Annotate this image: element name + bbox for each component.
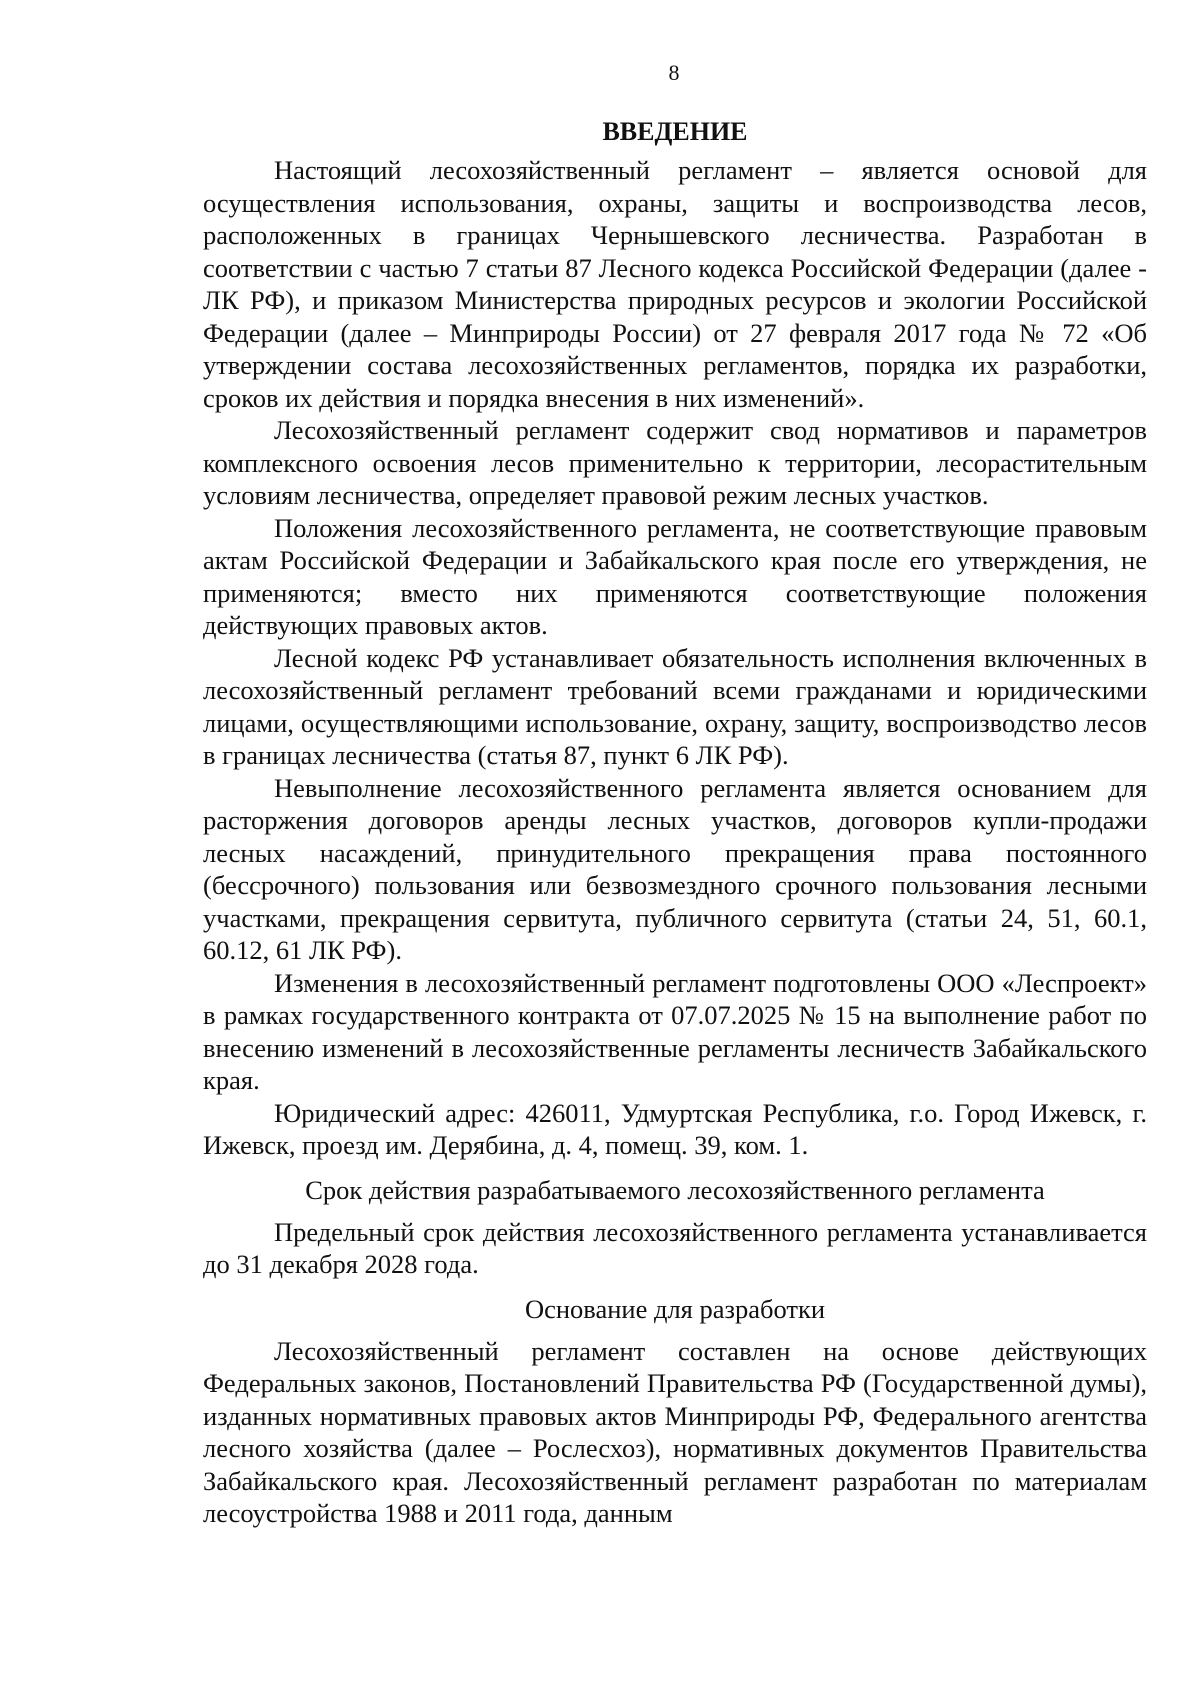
paragraph-intro-3: Положения лесохозяйственного регламента, не соответствующие правовым актам Российской Федерации и Забайкальского края после его утверждения, не применяются; вместо них применяются соответствующие положения действующих правовых актов. <box>203 512 1147 640</box>
page-title: ВВЕДЕНИЕ <box>602 117 748 146</box>
paragraph-intro-6: Изменения в лесохозяйственный регламент подготовлены ООО «Леспроект» в рамках государственного контракта от 07.07.2025 № 15 на выполнение работ по внесению изменений в лесохозяйственные регламенты лесничеств Забайкальского края. <box>203 967 1147 1095</box>
paragraph-term: Предельный срок действия лесохозяйственного регламента устанавливается до 31 декабря 2028 года. <box>203 1216 1147 1279</box>
paragraph-basis: Лесохозяйственный регламент составлен на основе действующих Федеральных законов, Постановлений Правительства РФ (Государственной думы), изданных нормативных правовых актов Минприроды РФ, Федерального агентства лесного хозяйства (далее – Рослесхоз), нормативных документов Правительства Забайкальского края. Лесохозяйственный регламент разработан по материалам лесоустройства 1988 и 2011 года, данным <box>203 1335 1147 1528</box>
section-heading-term: Срок действия разрабатываемого лесохозяйственного регламента <box>305 1174 1045 1205</box>
paragraph-intro-4: Лесной кодекс РФ устанавливает обязательность исполнения включенных в лесохозяйственный регламент требований всеми гражданами и юридическими лицами, осуществляющими использование, охрану, защиту, воспроизводство лесов в границах лесничества (статья 87, пункт 6 ЛК РФ). <box>203 642 1147 770</box>
paragraph-intro-2: Лесохозяйственный регламент содержит свод нормативов и параметров комплексного освоения лесов применительно к территории, лесорастительным условиям лесничества, определяет правовой режим лесных участков. <box>203 415 1147 510</box>
document-body <box>203 112 1147 1530</box>
section-heading-basis: Основание для разработки <box>524 1293 826 1324</box>
paragraph-intro-1: Настоящий лесохозяйственный регламент – является основой для осуществления использования, охраны, защиты и воспроизводства лесов, расположенных в границах Чернышевского лесничества. Разработан в соответствии с частью 7 статьи 87 Лесного кодекса Российской Федерации (далее - ЛК РФ), и приказом Министерства природных ресурсов и экологии Российской Федерации (далее – Минприроды России) от 27 февраля 2017 года № 72 «Об утверждении состава лесохозяйственных регламентов, порядка их разработки, сроков их действия и порядка внесения в них изменений». <box>203 155 1147 413</box>
paragraph-intro-5: Невыполнение лесохозяйственного регламента является основанием для расторжения договоров аренды лесных участков, договоров купли-продажи лесных насаждений, принудительного прекращения права постоянного (бессрочного) пользования или безвозмездного срочного пользования лесными участками, прекращения сервитута, публичного сервитута (статьи 24, 51, 60.1, 60.12, 61 ЛК РФ). <box>203 772 1147 965</box>
paragraph-intro-7: Юридический адрес: 426011, Удмуртская Республика, г.о. Город Ижевск, г. Ижевск, проезд им. Дерябина, д. 4, помещ. 39, ком. 1. <box>203 1097 1147 1160</box>
page-number: 8 <box>668 60 680 85</box>
